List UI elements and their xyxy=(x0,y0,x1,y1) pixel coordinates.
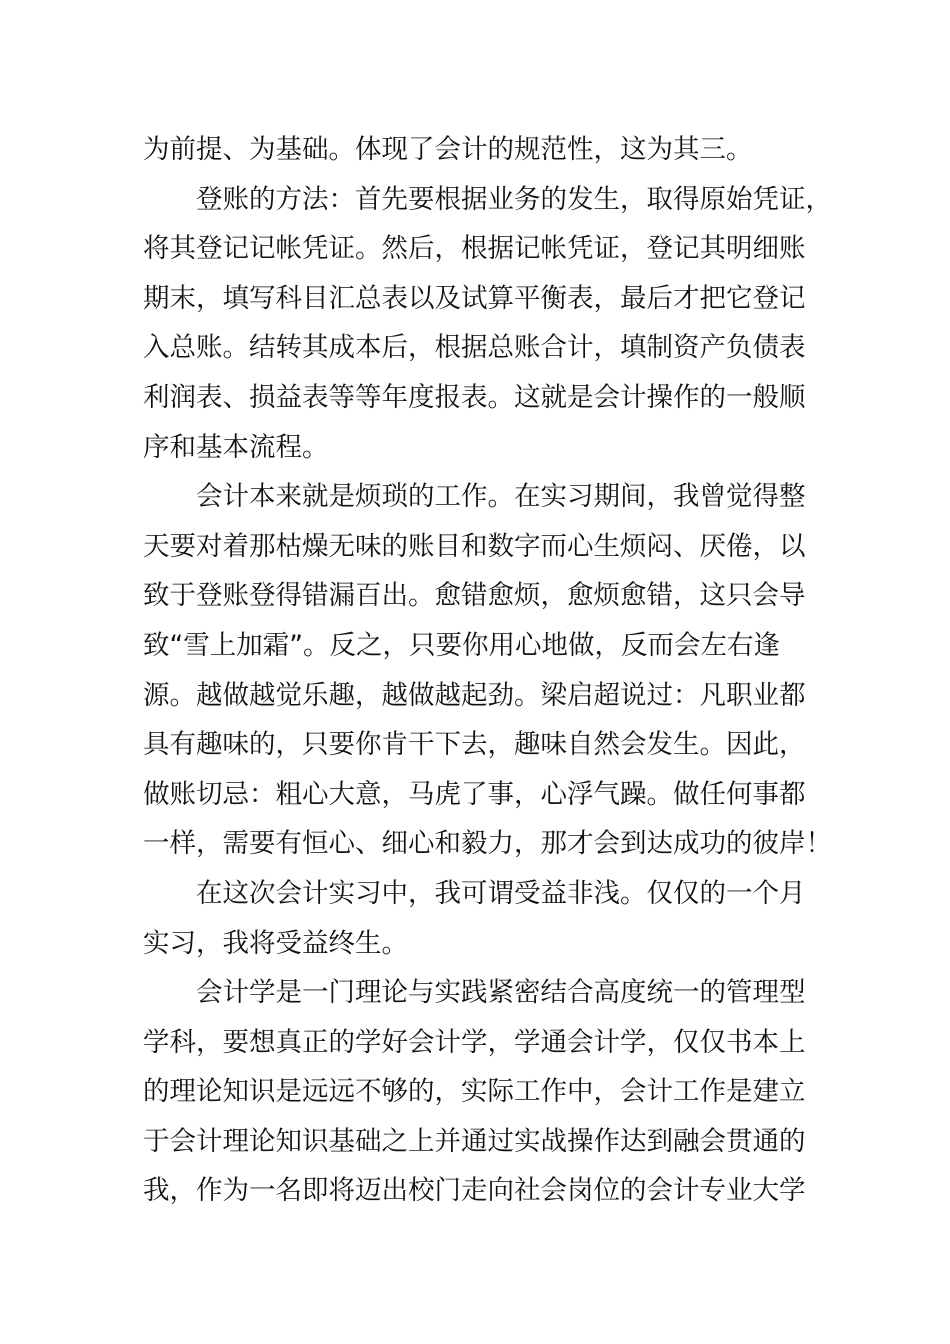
text-line: 天要对着那枯燥无味的账目和数字而心生烦闷、厌倦，以 xyxy=(143,530,806,562)
text-line: 期末，填写科目汇总表以及试算平衡表，最后才把它登记 xyxy=(143,282,806,314)
text-line: 具有趣味的，只要你肯干下去，趣味自然会发生。因此， xyxy=(143,729,806,761)
text-line: 序和基本流程。 xyxy=(143,431,329,463)
text-line: 致于登账登得错漏百出。愈错愈烦，愈烦愈错，这只会导 xyxy=(143,580,806,612)
text-line: 一样，需要有恒心、细心和毅力，那才会到达成功的彼岸！ xyxy=(143,828,832,860)
text-line: 于会计理论知识基础之上并通过实战操作达到融会贯通的 xyxy=(143,1125,806,1157)
text-line: 在这次会计实习中，我可谓受益非浅。仅仅的一个月 xyxy=(196,877,806,909)
text-line: 的理论知识是远远不够的，实际工作中，会计工作是建立 xyxy=(143,1076,806,1108)
text-line: 利润表、损益表等等年度报表。这就是会计操作的一般顺 xyxy=(143,381,806,413)
text-line: 登账的方法：首先要根据业务的发生，取得原始凭证， xyxy=(196,183,832,215)
text-line: 实习，我将受益终生。 xyxy=(143,927,408,959)
text-line: 致“雪上加霜”。反之，只要你用心地做，反而会左右逢 xyxy=(143,629,780,661)
text-line: 源。越做越觉乐趣，越做越起劲。梁启超说过：凡职业都 xyxy=(143,679,806,711)
text-line: 学科，要想真正的学好会计学，学通会计学，仅仅书本上 xyxy=(143,1026,806,1058)
document-body xyxy=(143,125,832,1216)
text-line: 我，作为一名即将迈出校门走向社会岗位的会计专业大学 xyxy=(143,1175,806,1207)
text-line: 入总账。结转其成本后，根据总账合计，填制资产负债表 xyxy=(143,332,806,364)
text-line: 为前提、为基础。体现了会计的规范性，这为其三。 xyxy=(143,134,753,165)
text-line: 将其登记记帐凭证。然后，根据记帐凭证，登记其明细账 xyxy=(143,233,806,265)
text-line: 会计本来就是烦琐的工作。在实习期间，我曾觉得整 xyxy=(196,481,806,513)
text-line: 会计学是一门理论与实践紧密结合高度统一的管理型 xyxy=(196,977,806,1009)
text-line: 做账切忌：粗心大意，马虎了事，心浮气躁。做任何事都 xyxy=(143,778,806,810)
